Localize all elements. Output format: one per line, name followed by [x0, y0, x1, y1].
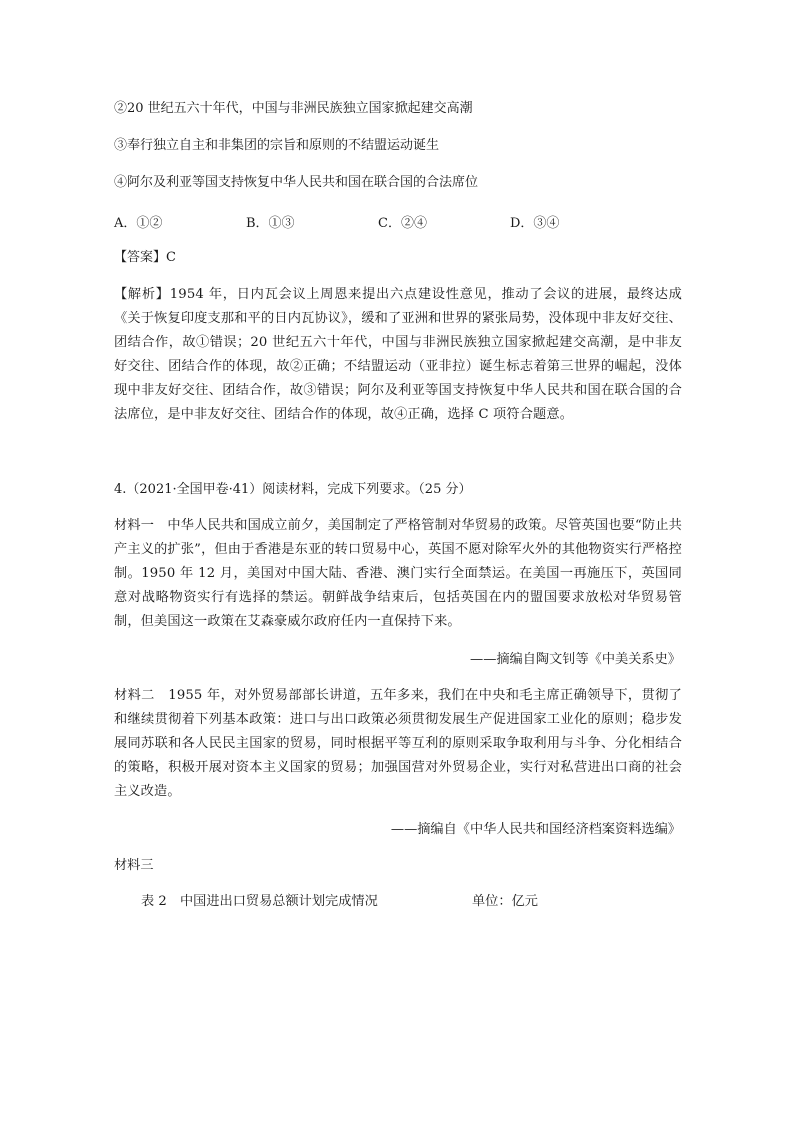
- question-4-heading: 4.（2021·全国甲卷·41）阅读材料，完成下列要求。（25 分）: [114, 482, 472, 497]
- material-2: 材料二 1955 年，对外贸易部部长讲道，五年多来，我们在中央和毛主席正确领导下，贯彻了和继续贯彻着下列基本政策：进口与出口政策必须贯彻发展生产促进国家工业化的原则；稳步发展同苏联和各人民民主国家的贸易，同时根据平等互利的原则采取争取利用与斗争、分化相结合的策略，积极开展对资本主义国家的贸易；加强国营对外贸易企业，实行对私营进出口商的社会主义改造。: [114, 688, 682, 799]
- choice-b: B．①③: [246, 216, 295, 231]
- option-item-2: ②20 世纪五六十年代，中国与非洲民族独立国家掀起建交高潮: [114, 101, 473, 116]
- table-caption: 表 2 中国进出口贸易总额计划完成情况: [141, 894, 378, 909]
- analysis-paragraph: 【解析】1954 年，日内瓦会议上周恩来提出六点建设性意见，推动了会议的进展，最终达成《关于恢复印度支那和平的日内瓦协议》，缓和了亚洲和世界的紧张局势，没体现中非友好交往、团结合作，故①错误；20 世纪五六十年代，中国与非洲民族独立国家掀起建交高潮，是中非友好交往、团结合作的体现，故②正确；不结盟运动（亚非拉）诞生标志着第三世界的崛起，没体现中非友好交往、团结合作，故③错误；阿尔及利亚等国支持恢复中华人民共和国在联合国的合法席位，是中非友好交往、团结合作的体现，故④正确，选择 C 项符合题意。: [114, 287, 682, 422]
- choice-d: D．③④: [510, 216, 560, 231]
- answer-choices: [114, 212, 682, 230]
- material-1-source: ——摘编自陶文钊等《中美关系史》: [470, 652, 681, 667]
- material-1: 材料一 中华人民共和国成立前夕，美国制定了严格管制对华贸易的政策。尽管英国也要“防止共产主义的扩张”，但由于香港是东亚的转口贸易中心，英国不愿对除军火外的其他物资实行严格控制。1950 年 12 月，美国对中国大陆、香港、澳门实行全面禁运。在美国一再施压下，英国同意对战略物资实行有选择的禁运。朝鲜战争结束后，包括英国在内的盟国要求放松对华贸易管制，但美国这一政策在艾森豪威尔政府任内一直保持下来。: [114, 518, 682, 629]
- choice-c: C．②④: [378, 216, 427, 231]
- table-unit: 单位：亿元: [472, 894, 538, 909]
- option-item-3: ③奉行独立自主和非集团的宗旨和原则的不结盟运动诞生: [114, 138, 440, 153]
- option-item-4: ④阿尔及利亚等国支持恢复中华人民共和国在联合国的合法席位: [114, 175, 479, 190]
- material-2-source: ——摘编自《中华人民共和国经济档案资料选编》: [390, 822, 681, 837]
- choice-a: A．①②: [114, 216, 163, 231]
- answer-label: 【答案】C: [114, 250, 176, 265]
- material-3-label: 材料三: [114, 858, 154, 873]
